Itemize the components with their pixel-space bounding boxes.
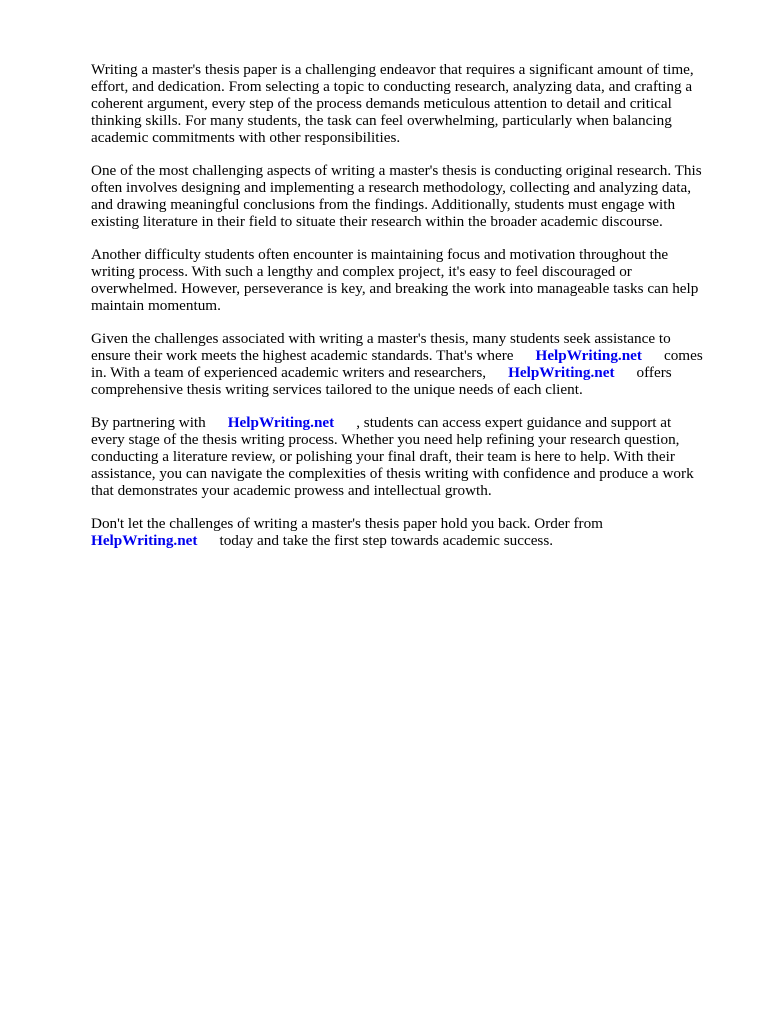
paragraph-motivation xyxy=(91,246,731,314)
text-line: Another difficulty students often encounter is maintaining focus and motivation throughout the xyxy=(91,246,669,263)
text-line: comprehensive thesis writing services tailored to the unique needs of each client. xyxy=(91,381,583,398)
helpwriting-link[interactable]: HelpWriting.net xyxy=(535,347,642,364)
text-segment: ensure their work meets the highest academic standards. That's where xyxy=(91,347,514,364)
text-line xyxy=(91,364,731,381)
helpwriting-link[interactable]: HelpWriting.net xyxy=(508,364,615,381)
text-line: effort, and dedication. From selecting a topic to conducting research, analyzing data, and crafting a xyxy=(91,78,693,95)
text-line: Don't let the challenges of writing a master's thesis paper hold you back. Order from xyxy=(91,515,603,532)
text-segment: By partnering with xyxy=(91,414,206,431)
text-line: One of the most challenging aspects of writing a master's thesis is conducting original research. This xyxy=(91,162,702,179)
text-line: existing literature in their field to situate their research within the broader academic discourse. xyxy=(91,213,663,230)
text-line: and drawing meaningful conclusions from the findings. Additionally, students must engage with xyxy=(91,196,676,213)
paragraph-call-to-action xyxy=(91,515,731,549)
text-segment: in. With a team of experienced academic writers and researchers, xyxy=(91,364,487,381)
text-line xyxy=(91,347,731,364)
paragraph-research xyxy=(91,162,731,230)
text-line: overwhelmed. However, perseverance is key, and breaking the work into manageable tasks can help xyxy=(91,280,699,297)
paragraph-intro xyxy=(91,61,731,146)
text-line: every stage of the thesis writing process. Whether you need help refining your research question, xyxy=(91,431,680,448)
text-line: often involves designing and implementing a research methodology, collecting and analyzing data, xyxy=(91,179,692,196)
text-segment: offers xyxy=(636,364,672,381)
text-line: Given the challenges associated with writing a master's thesis, many students seek assistance to xyxy=(91,330,671,347)
helpwriting-link[interactable]: HelpWriting.net xyxy=(91,532,198,549)
document-body xyxy=(91,61,731,565)
text-line: assistance, you can navigate the complexities of thesis writing with confidence and produce a work xyxy=(91,465,694,482)
text-line: coherent argument, every step of the process demands meticulous attention to detail and critical xyxy=(91,95,672,112)
text-line xyxy=(91,414,731,431)
text-line xyxy=(91,532,731,549)
text-line: Writing a master's thesis paper is a challenging endeavor that requires a significant amount of time, xyxy=(91,61,694,78)
text-segment: comes xyxy=(663,347,703,364)
text-segment: , students can access expert guidance and support at xyxy=(356,414,672,431)
text-line: thinking skills. For many students, the task can feel overwhelming, particularly when balancing xyxy=(91,112,672,129)
text-line: academic commitments with other responsibilities. xyxy=(91,129,401,146)
text-segment: today and take the first step towards academic success. xyxy=(219,532,554,549)
text-line: maintain momentum. xyxy=(91,297,221,314)
paragraph-assistance xyxy=(91,330,731,398)
helpwriting-link[interactable]: HelpWriting.net xyxy=(227,414,335,431)
paragraph-partnering xyxy=(91,414,731,499)
text-line: that demonstrates your academic prowess and intellectual growth. xyxy=(91,482,492,499)
text-line: conducting a literature review, or polishing your final draft, their team is here to help. With their xyxy=(91,448,675,465)
text-line: writing process. With such a lengthy and complex project, it's easy to feel discouraged or xyxy=(91,263,632,280)
